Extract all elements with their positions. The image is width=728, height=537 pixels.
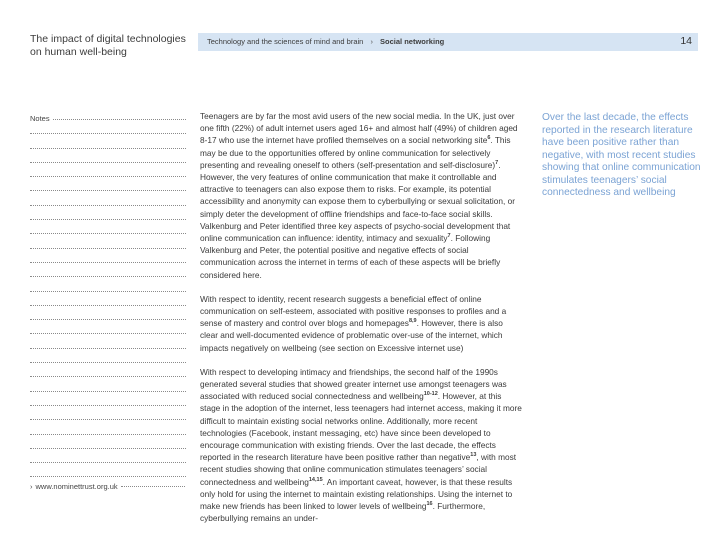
notes-line <box>30 392 186 406</box>
page-number: 14 <box>680 35 692 47</box>
notes-line <box>30 191 186 205</box>
text-run: . An important caveat, however, is that these results only hold for using the internet to maintain existing relationships. Using the internet to make new friends has been linked to lower levels of wellbeing <box>200 476 513 512</box>
text-run: , with most recent studies showing that online communication stimulates teenagers’ social connectedness and wellbeing <box>200 452 517 487</box>
citation-ref: 14,15 <box>308 476 323 483</box>
notes-line <box>30 377 186 391</box>
notes-line <box>30 306 186 320</box>
body-paragraph-3 <box>200 366 522 525</box>
notes-line <box>30 363 186 377</box>
footer-dotted-rule <box>121 486 186 487</box>
text-run: With respect to identity, recent research suggests a beneficial effect of online communication on self-esteem, associated with positive responses to profiles and a sense of mastery and control over blogs and homepages <box>200 293 507 329</box>
notes-line <box>30 134 186 148</box>
document-title-line2: on human well-being <box>30 46 127 58</box>
citation-ref: 6 <box>487 135 491 142</box>
citation-ref: 7 <box>447 233 451 240</box>
breadcrumb-parent[interactable]: Technology and the sciences of mind and brain <box>207 37 364 46</box>
text-run: . However, at this stage in the adoption of the internet, less teenagers had internet access, making it more difficult to maintain existing social networks online. Additionally, more recent technologies (Facebook, instant messaging, etc) have since been developed to encourage communication with existing friends. Over the last decade, the effects reported in the research literature have been positive rather than negative <box>200 391 522 463</box>
breadcrumb-current: Social networking <box>380 37 445 46</box>
footer-url[interactable]: www.nominettrust.org.uk <box>35 482 118 491</box>
body-paragraph-2 <box>200 293 522 354</box>
notes-line <box>30 220 186 234</box>
citation-ref: 8,9 <box>408 318 417 325</box>
document-title-line1: The impact of digital technologies <box>30 33 186 45</box>
text-run: With respect to developing intimacy and friendships, the second half of the 1990s generated several studies that showed greater internet use amongst teenagers was associated with reduced social connectedness and wellbeing <box>200 366 507 402</box>
citation-ref: 10-12 <box>423 391 438 398</box>
breadcrumb <box>207 37 444 46</box>
document-title <box>30 33 190 59</box>
notes-line <box>30 234 186 248</box>
citation-ref: 13 <box>470 452 477 459</box>
breadcrumb-separator-icon: › <box>370 37 373 46</box>
text-run: . Furthermore, cyberbullying remains an under- <box>200 501 486 524</box>
body-paragraph-1 <box>200 110 522 281</box>
chevron-right-icon: › <box>30 482 33 491</box>
citation-ref: 7 <box>495 160 499 167</box>
section-header-bar <box>198 33 698 51</box>
notes-line <box>30 463 186 477</box>
notes-line <box>30 449 186 463</box>
notes-line <box>30 349 186 363</box>
text-run: . Following Valkenburg and Peter, the potential positive and negative effects of social communication across the internet in terms of each of these aspects will be briefly considered here. <box>200 233 501 280</box>
text-run: . However, there is also clear and well-documented evidence of problematic over-use of the internet, which impacts negatively on wellbeing (see section on Excessive internet use) <box>200 318 503 353</box>
notes-line <box>30 435 186 449</box>
main-body-text <box>200 110 522 537</box>
text-run: . However, the very features of online communication that make it controllable and attractive to teenagers can also expose them to risks. For example, its potential accessibility and anonymity can expose them to cyberbullying or sexual solicitation, or simply deter the development of offline friendships and face-to-face social skills. Valkenburg and Peter identified three key aspects of psycho-social development that online communication can influence: identity, intimacy and sexuality <box>200 159 515 244</box>
text-run: Teenagers are by far the most avid users of the new social media. In the UK, just over one fifth (22%) of adult internet users aged 16+ and almost half (49%) of children aged 8-17 who use the internet have profiled themselves on a social networking site <box>200 111 518 146</box>
text-run: . This may be due to the opportunities offered by online communication for selectively presenting and revealing oneself to others (self-presentation and self-disclosure) <box>200 135 511 170</box>
notes-line <box>30 206 186 220</box>
notes-column <box>30 114 186 477</box>
notes-line <box>30 249 186 263</box>
notes-line <box>30 334 186 348</box>
notes-line <box>30 292 186 306</box>
notes-line <box>30 120 186 134</box>
notes-line <box>30 149 186 163</box>
notes-line <box>30 177 186 191</box>
notes-label: Notes <box>30 114 53 123</box>
pull-quote: Over the last decade, the effects reported in the research literature have been positive rather than negative, with most recent studies showing that online communication stimulates teenagers’ social connectedness and wellbeing <box>542 112 701 198</box>
notes-line <box>30 420 186 434</box>
notes-line <box>30 277 186 291</box>
footer-website-link[interactable] <box>30 482 186 491</box>
notes-line <box>30 263 186 277</box>
citation-ref: 16 <box>426 501 433 508</box>
notes-line <box>30 163 186 177</box>
notes-line <box>30 320 186 334</box>
notes-line <box>30 406 186 420</box>
